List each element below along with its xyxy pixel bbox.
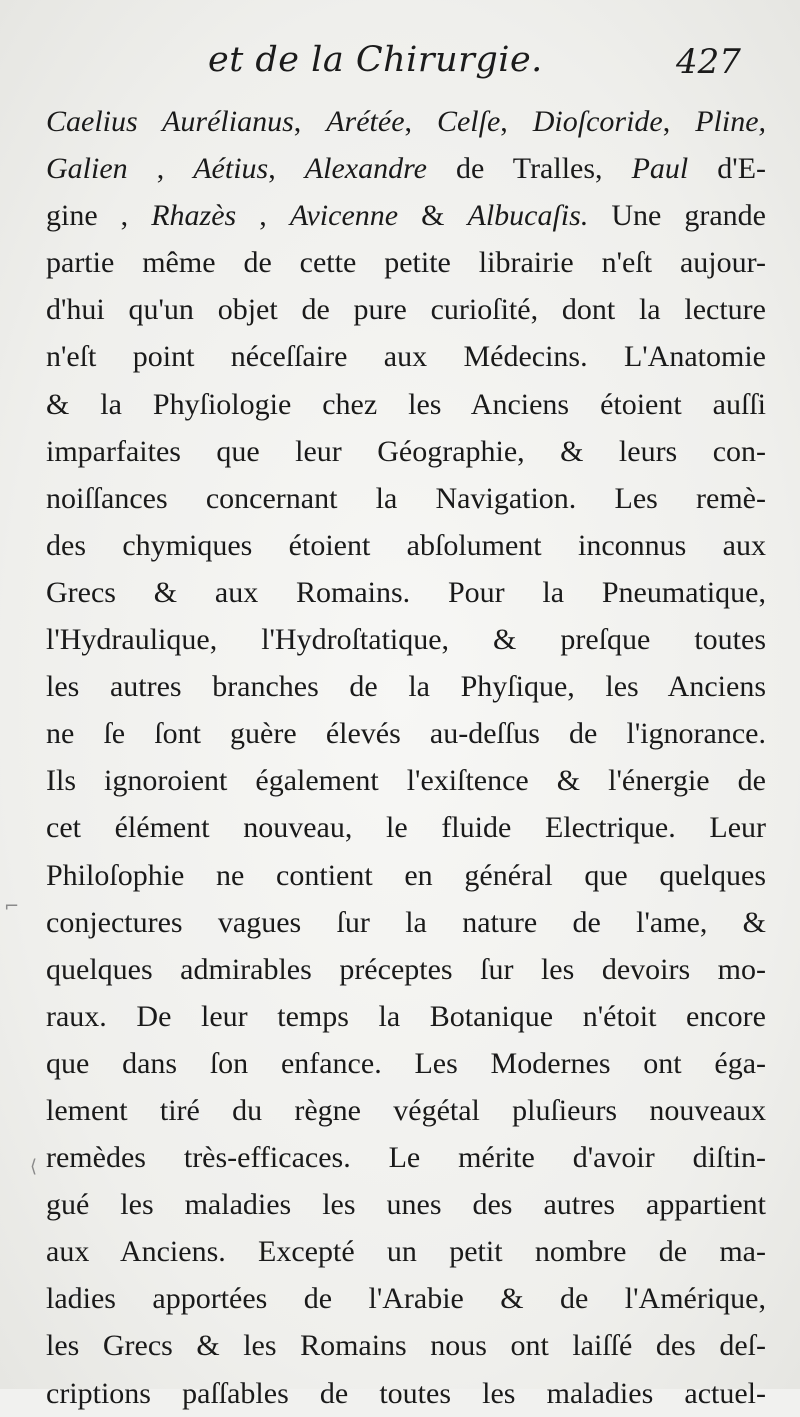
text-line — [46, 145, 766, 192]
text-segment: & — [398, 199, 468, 233]
text-line — [46, 192, 766, 239]
text-segment: Dioſcoride — [532, 105, 663, 138]
text-segment: Galien — [46, 152, 128, 186]
text-line — [46, 333, 766, 380]
text-line — [46, 1322, 766, 1369]
text-line — [46, 381, 766, 428]
text-line — [46, 1228, 766, 1275]
text-line — [46, 286, 766, 333]
margin-mark: ⌐ — [4, 896, 20, 917]
text-segment: Caelius Aurélianus — [46, 105, 294, 138]
text-line — [46, 663, 766, 710]
text-line — [46, 569, 766, 616]
text-line — [46, 616, 766, 663]
text-segment: de Tralles, — [426, 152, 632, 186]
text-segment: aux Anciens. Excepté un petit nombre de ma- — [46, 1235, 766, 1269]
text-segment: Albucaſis. — [467, 199, 589, 233]
text-segment: Paul — [631, 152, 689, 186]
text-segment: Aétius — [193, 152, 269, 186]
text-line — [46, 852, 766, 899]
text-line — [46, 475, 766, 522]
text-segment: raux. De leur temps la Botanique n'étoit encore — [46, 999, 766, 1033]
text-line — [46, 1370, 766, 1417]
text-line — [46, 899, 766, 946]
text-segment: , — [236, 199, 290, 233]
text-segment: ne ſe ſont guère élevés au-deſſus de l'ignorance. — [46, 717, 766, 751]
text-segment: Arétée — [326, 105, 405, 138]
text-segment: Grecs & aux Romains. Pour la Pneumatique, — [46, 575, 766, 609]
running-title: et de la Chirurgie. — [208, 40, 543, 80]
text-segment: que dans ſon enfance. Les Modernes ont éga- — [46, 1046, 766, 1080]
text-segment: Une grande — [588, 199, 766, 233]
text-segment: Alexandre — [304, 152, 427, 186]
text-segment: Rhazès — [151, 199, 237, 233]
text-segment: ladies apportées de l'Arabie & de l'Amérique, — [46, 1282, 766, 1316]
text-segment: l'Hydraulique, l'Hydroſtatique, & preſque toutes — [46, 623, 766, 657]
text-segment: imparfaites que leur Géographie, & leurs con- — [46, 434, 766, 468]
text-segment: quelques admirables préceptes ſur les devoirs mo- — [46, 952, 766, 986]
text-segment: les Grecs & les Romains nous ont laiſſé des deſ- — [46, 1329, 766, 1363]
text-segment: lement tiré du règne végétal pluſieurs nouveaux — [46, 1093, 766, 1127]
text-segment: Philoſophie ne contient en général que quelques — [46, 858, 766, 892]
text-segment: d'hui qu'un objet de pure curioſité, dont la lecture — [46, 293, 766, 327]
text-line — [46, 757, 766, 804]
text-line — [46, 946, 766, 993]
text-segment: & la Phyſiologie chez les Anciens étoient auſſi — [46, 387, 766, 421]
text-segment: Celſe — [436, 105, 501, 138]
text-line — [46, 1087, 766, 1134]
text-segment: Pline, — [695, 105, 766, 138]
text-line — [46, 98, 766, 145]
text-line — [46, 1275, 766, 1322]
text-line — [46, 804, 766, 851]
text-segment: criptions paſſables de toutes les maladies actuel- — [46, 1376, 766, 1410]
text-segment: les autres branches de la Phyſique, les Anciens — [46, 670, 766, 704]
text-segment: d'E- — [688, 152, 766, 186]
text-segment: des chymiques étoient abſolument inconnus aux — [46, 528, 766, 562]
page-number: 427 — [676, 42, 741, 82]
text-line — [46, 522, 766, 569]
text-segment: Avicenne — [289, 199, 399, 233]
text-segment: n'eſt point néceſſaire aux Médecins. L'Anatomie — [46, 340, 766, 374]
text-segment: partie même de cette petite librairie n'eſt aujour- — [46, 246, 766, 280]
margin-mark: ⟨ — [30, 1156, 38, 1177]
text-line — [46, 428, 766, 475]
running-head — [0, 40, 800, 96]
text-segment: , — [404, 105, 437, 138]
text-segment: , — [293, 105, 327, 138]
text-segment: conjectures vagues ſur la nature de l'ame, & — [46, 905, 766, 939]
text-line — [46, 993, 766, 1040]
text-segment: remèdes très-efficaces. Le mérite d'avoir diſtin- — [46, 1141, 766, 1175]
text-line — [46, 1181, 766, 1228]
text-segment: , — [268, 152, 305, 186]
text-segment: , — [500, 105, 533, 138]
text-line — [46, 1040, 766, 1087]
text-segment: , — [662, 105, 696, 138]
text-line — [46, 710, 766, 757]
text-segment: Ils ignoroient également l'exiſtence & l'énergie de — [46, 764, 766, 798]
text-segment: gine , — [46, 199, 152, 233]
text-segment: cet élément nouveau, le fluide Electrique. Leur — [46, 811, 766, 845]
text-line — [46, 239, 766, 286]
text-line — [46, 1134, 766, 1181]
body-text — [46, 98, 766, 1417]
text-segment: gué les maladies les unes des autres appartient — [46, 1188, 766, 1222]
text-segment: noiſſances concernant la Navigation. Les remè- — [46, 481, 766, 515]
text-segment: , — [127, 152, 194, 186]
